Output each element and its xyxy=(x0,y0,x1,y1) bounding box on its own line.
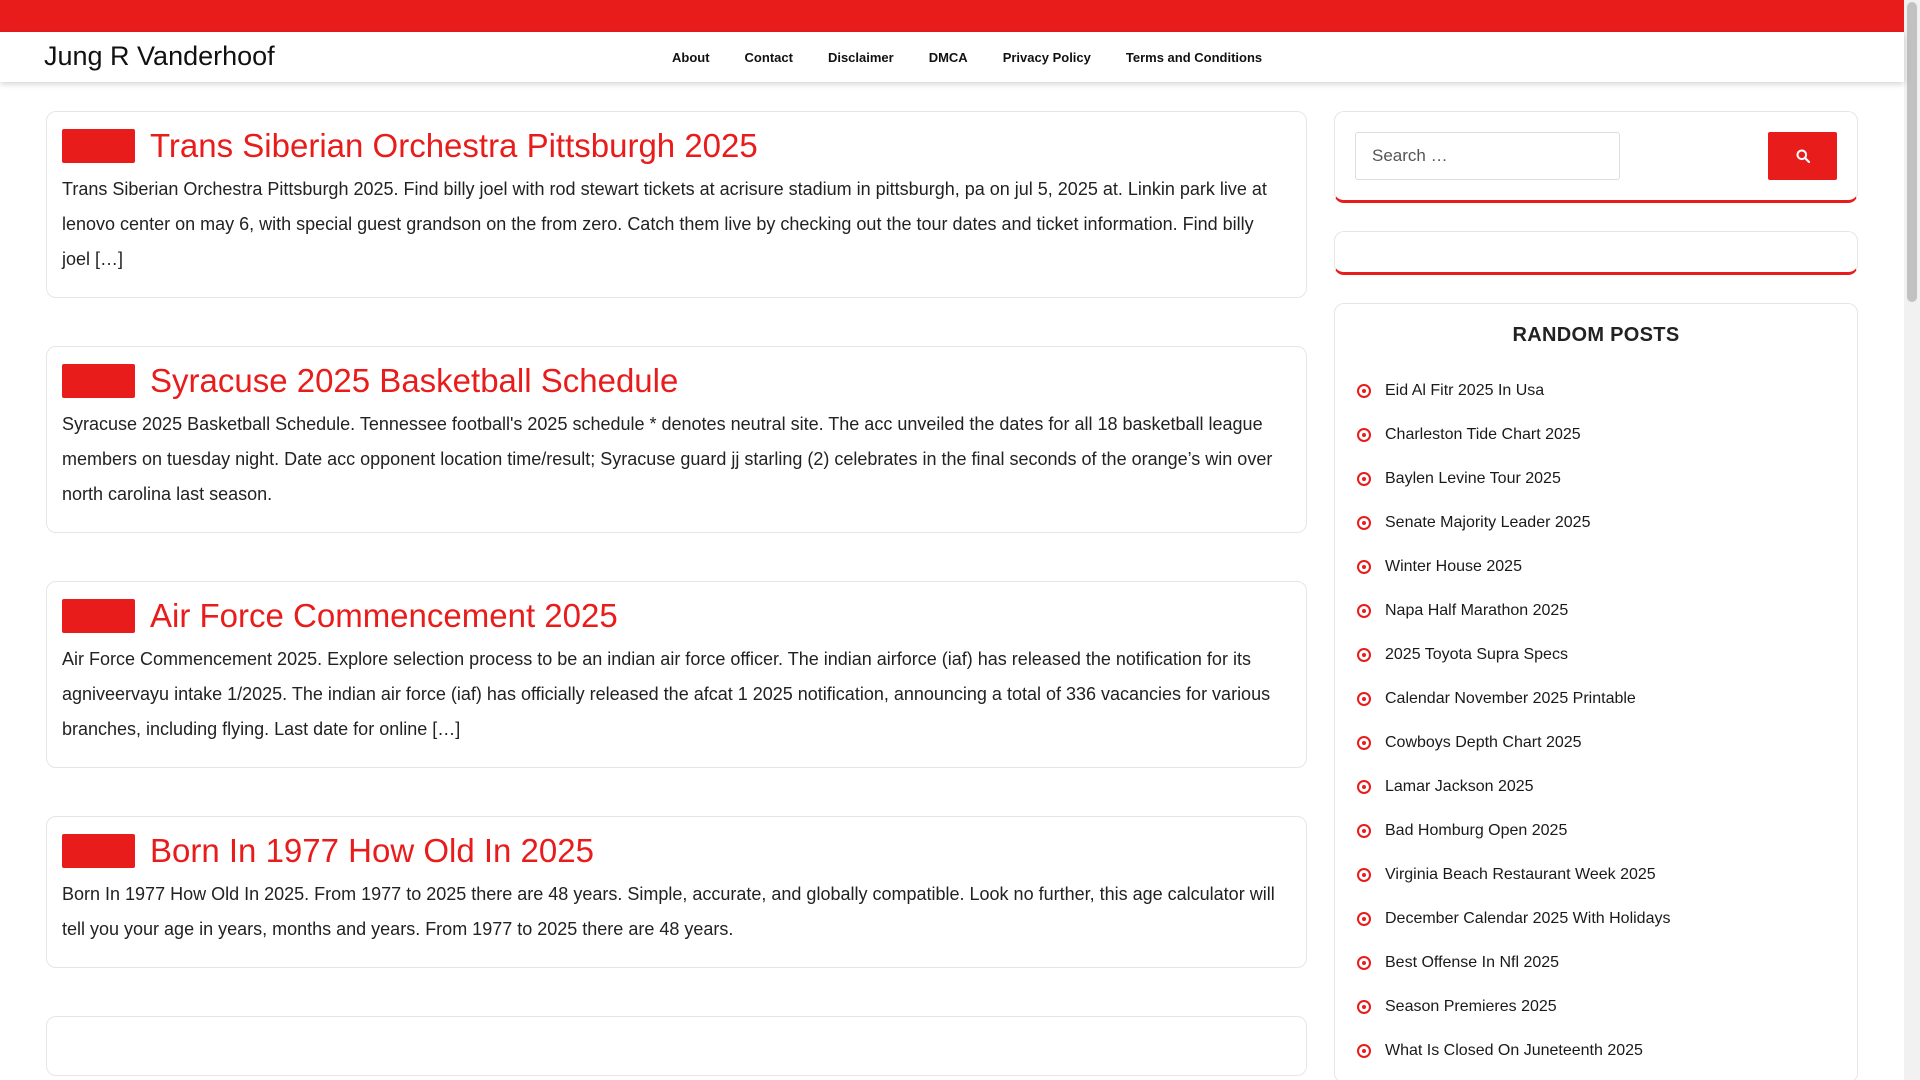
category-badge[interactable] xyxy=(62,129,135,163)
list-item xyxy=(1355,809,1837,853)
post-card xyxy=(46,1016,1307,1076)
nav-contact[interactable]: Contact xyxy=(744,49,793,65)
post-list xyxy=(46,111,1307,1080)
random-post-link[interactable]: Winter House 2025 xyxy=(1385,558,1522,575)
site-title[interactable]: Jung R Vanderhoof xyxy=(44,41,275,71)
sidebar xyxy=(1334,111,1858,1080)
list-item xyxy=(1355,941,1837,985)
post-excerpt: Syracuse 2025 Basketball Schedule. Tennessee football's 2025 schedule * denotes neutral site. The acc unveiled the dates for all 18 basketball league members on tuesday night. Date acc opponent location time/result; Syracuse guard jj starling (2) celebrates in the final seconds of the orange’s win over north carolina last season. xyxy=(62,414,1273,504)
random-post-link[interactable]: Napa Half Marathon 2025 xyxy=(1385,602,1569,619)
nav-disclaimer[interactable]: Disclaimer xyxy=(827,49,894,65)
circle-dot-icon xyxy=(1357,1044,1371,1058)
list-item xyxy=(1355,985,1837,1029)
list-item xyxy=(1355,545,1837,589)
post-title[interactable]: Air Force Commencement 2025 xyxy=(150,597,618,634)
category-badge[interactable] xyxy=(62,599,135,633)
random-post-link[interactable]: Bad Homburg Open 2025 xyxy=(1385,822,1568,839)
circle-dot-icon xyxy=(1357,780,1371,794)
circle-dot-icon xyxy=(1357,868,1371,882)
category-badge[interactable] xyxy=(62,834,135,868)
random-post-link[interactable]: Eid Al Fitr 2025 In Usa xyxy=(1385,382,1545,399)
empty-widget xyxy=(1334,231,1858,275)
circle-dot-icon xyxy=(1357,648,1371,662)
circle-dot-icon xyxy=(1357,736,1371,750)
post-title[interactable]: Syracuse 2025 Basketball Schedule xyxy=(150,362,679,399)
circle-dot-icon xyxy=(1357,516,1371,530)
post-title[interactable]: Trans Siberian Orchestra Pittsburgh 2025 xyxy=(150,127,758,164)
page-scrollbar[interactable] xyxy=(1904,0,1920,1080)
circle-dot-icon xyxy=(1357,956,1371,970)
post-card xyxy=(46,111,1307,298)
random-post-link[interactable]: Cowboys Depth Chart 2025 xyxy=(1385,734,1582,751)
random-post-link[interactable]: Charleston Tide Chart 2025 xyxy=(1385,426,1581,443)
random-post-link[interactable]: December Calendar 2025 With Holidays xyxy=(1385,910,1671,927)
random-post-link[interactable]: What Is Closed On Juneteenth 2025 xyxy=(1385,1042,1643,1059)
search-icon xyxy=(1796,149,1810,163)
post-title[interactable]: Born In 1977 How Old In 2025 xyxy=(150,832,594,869)
list-item xyxy=(1355,501,1837,545)
list-item xyxy=(1355,633,1837,677)
list-item xyxy=(1355,721,1837,765)
list-item xyxy=(1355,677,1837,721)
random-post-link[interactable]: Lamar Jackson 2025 xyxy=(1385,778,1534,795)
circle-dot-icon xyxy=(1357,692,1371,706)
site-header xyxy=(0,32,1904,82)
circle-dot-icon xyxy=(1357,384,1371,398)
post-excerpt: Born In 1977 How Old In 2025. From 1977 to 2025 there are 48 years. Simple, accurate, and globally compatible. Look no further, this age calculator will tell you your age in years, months and years. From 1977 to 2025 there are 48 years. xyxy=(62,884,1275,939)
top-accent-bar xyxy=(0,0,1904,32)
circle-dot-icon xyxy=(1357,604,1371,618)
list-item xyxy=(1355,1029,1837,1073)
random-post-link[interactable]: Virginia Beach Restaurant Week 2025 xyxy=(1385,866,1656,883)
circle-dot-icon xyxy=(1357,560,1371,574)
circle-dot-icon xyxy=(1357,824,1371,838)
random-posts-widget xyxy=(1334,303,1858,1080)
list-item xyxy=(1355,853,1837,897)
nav-privacy-policy[interactable]: Privacy Policy xyxy=(1002,49,1091,65)
post-excerpt: Air Force Commencement 2025. Explore selection process to be an indian air force officer. The indian airforce (iaf) has released the notification for its agniveervayu intake 1/2025. The indian air force (iaf) has officially released the afcat 1 2025 notification, announcing a total of 336 vacancies for various branches, including flying. Last date for online […] xyxy=(62,649,1271,739)
search-button[interactable] xyxy=(1768,132,1837,180)
random-post-link[interactable]: Season Premieres 2025 xyxy=(1385,998,1557,1015)
post-card xyxy=(46,346,1307,533)
random-post-link[interactable]: Senate Majority Leader 2025 xyxy=(1385,514,1591,531)
post-card xyxy=(46,581,1307,768)
random-post-link[interactable]: 2025 Toyota Supra Specs xyxy=(1385,646,1568,663)
nav-about[interactable]: About xyxy=(672,49,710,65)
search-widget xyxy=(1334,111,1858,203)
list-item xyxy=(1355,413,1837,457)
list-item xyxy=(1355,897,1837,941)
main-nav xyxy=(672,32,1297,82)
circle-dot-icon xyxy=(1357,472,1371,486)
circle-dot-icon xyxy=(1357,428,1371,442)
random-post-link[interactable]: Baylen Levine Tour 2025 xyxy=(1385,470,1561,487)
list-item xyxy=(1355,589,1837,633)
search-input[interactable] xyxy=(1355,132,1620,180)
scrollbar-thumb[interactable] xyxy=(1907,2,1917,302)
nav-dmca[interactable]: DMCA xyxy=(928,49,968,65)
list-item xyxy=(1355,457,1837,501)
post-excerpt: Trans Siberian Orchestra Pittsburgh 2025. Find billy joel with rod stewart tickets at acrisure stadium in pittsburgh, pa on jul 5, 2025 at. Linkin park live at lenovo center on may 6, with special guest grandson on the from zero. Catch them live by checking out the tour dates and ticket information. Find billy joel […] xyxy=(62,179,1267,269)
random-posts-title: RANDOM POSTS xyxy=(1512,324,1680,346)
list-item xyxy=(1355,765,1837,809)
circle-dot-icon xyxy=(1357,1000,1371,1014)
post-card xyxy=(46,816,1307,968)
circle-dot-icon xyxy=(1357,912,1371,926)
random-post-link[interactable]: Calendar November 2025 Printable xyxy=(1385,690,1636,707)
nav-terms[interactable]: Terms and Conditions xyxy=(1125,49,1263,65)
list-item xyxy=(1355,369,1837,413)
random-post-link[interactable]: Best Offense In Nfl 2025 xyxy=(1385,954,1560,971)
category-badge[interactable] xyxy=(62,364,135,398)
